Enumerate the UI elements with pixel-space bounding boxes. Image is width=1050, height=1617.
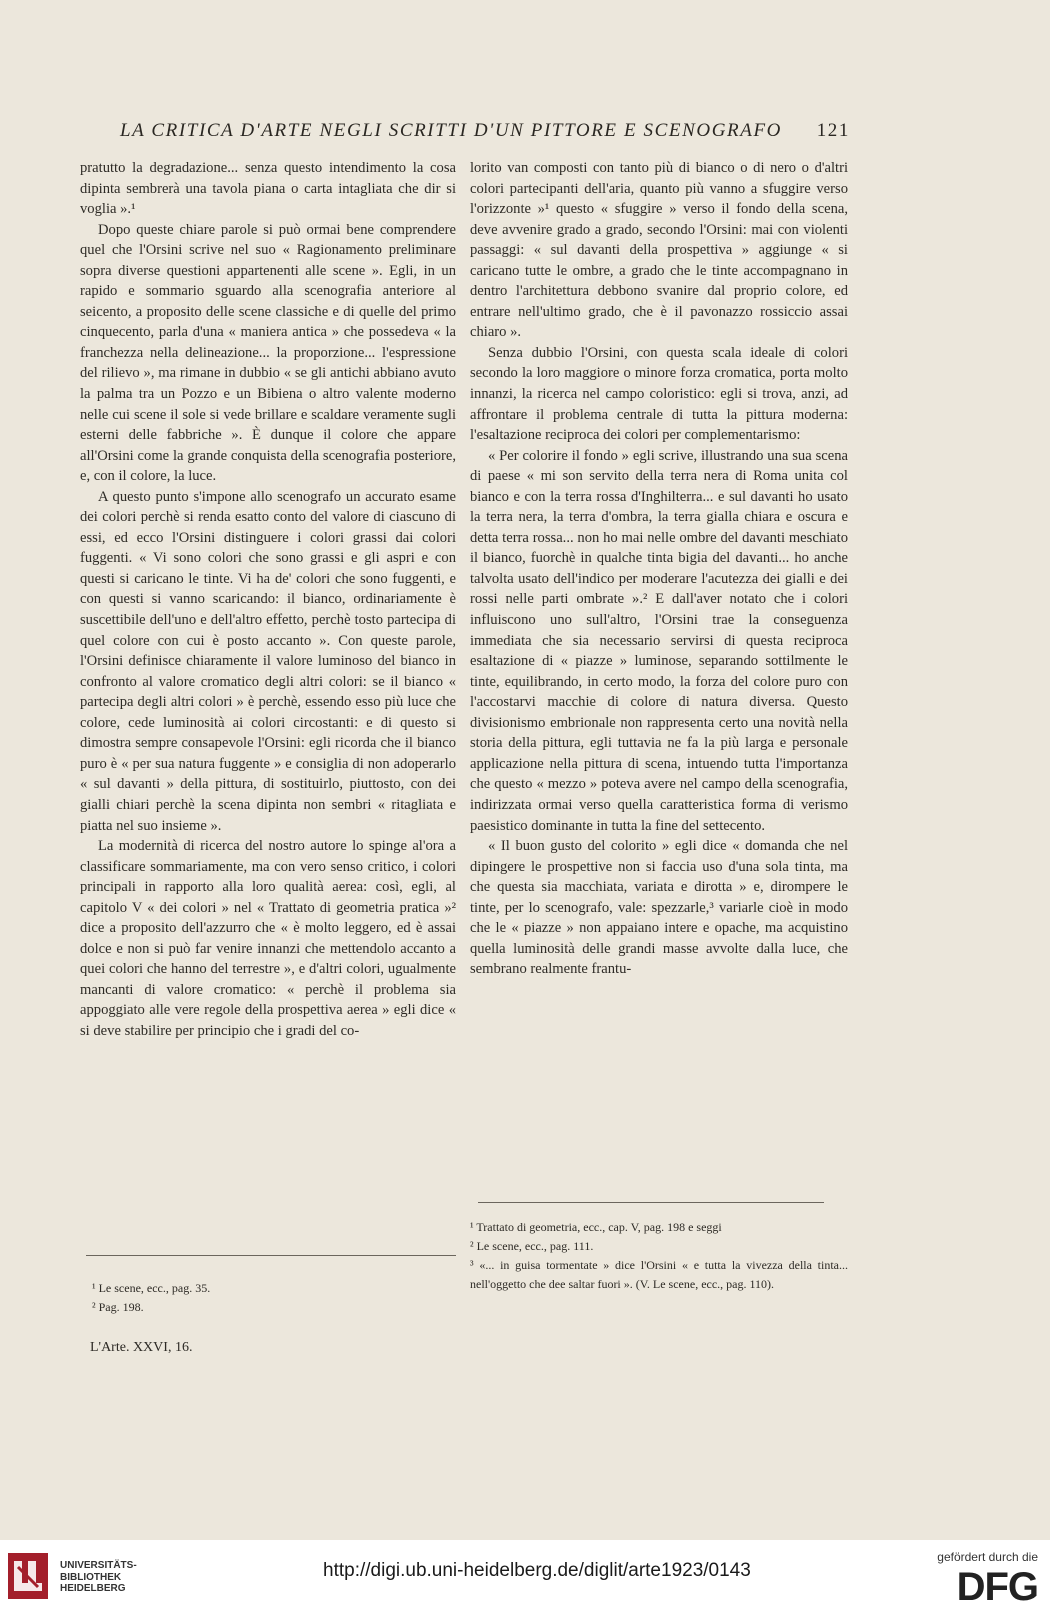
signature-mark: L'Arte. XXVI, 16. [90, 1340, 193, 1355]
footnote: ² Pag. 198. [92, 1300, 144, 1314]
footnote: ¹ Trattato di geometria, ecc., cap. V, pag. 198 e seggi [470, 1220, 722, 1234]
page-number: 121 [816, 120, 850, 141]
left-column [80, 158, 456, 1042]
footer-bar [0, 1540, 1050, 1617]
paragraph: pratutto la degradazione... senza questo intendimento la cosa dipinta sembrerà una tavola piana o carta intagliata che dir si voglia ».¹ [80, 160, 456, 218]
university-logo-icon [8, 1553, 48, 1599]
library-name: UNIVERSITÄTS- BIBLIOTHEK HEIDELBERG [60, 1560, 137, 1594]
paragraph: Dopo queste chiare parole si può ormai bene comprendere quel che l'Orsini scrive nel suo « Ragionamento preliminare sopra diverse questioni appartenenti alle scene ». Egli, in un rapido e sommario sguardo alla scenografia anteriore al seicento, a proposito delle scene classiche e di quelle del primo cinquecento, parla d'una « maniera antica » che possedeva « la franchezza nella delineazione... la proporzione... l'espressione del rilievo », ma rimane in dubbio « se gli antichi abbiano avuto la palma tra un Pozzo e un Bibiena o altro valente moderno nelle cui scene il sole si vede brillare e scaldare veramente sugli esterni delle fabbriche ». È dunque il colore che appare all'Orsini come la grande conquista della scenografia posteriore, e, con il colore, la luce. [80, 221, 456, 485]
dfg-logo: DFG [956, 1565, 1038, 1609]
footnote: ² Le scene, ecc., pag. 111. [470, 1239, 594, 1253]
paragraph: Senza dubbio l'Orsini, con questa scala ideale di colori secondo la loro maggiore o minore forza cromatica, porta molto innanzi, la ricerca nel campo coloristico: egli si trova, anzi, ad affrontare il problema centrale di tutta la pittura moderna: l'esaltazione reciproca dei colori per complementarismo: [470, 344, 848, 444]
footnote: ³ «... in guisa tormentate » dice l'Orsini « e tutta la vivezza della tinta... nell'oggetto che dee saltar fuori ». (V. Le scene, ecc., pag. 110). [470, 1258, 848, 1291]
paragraph: La modernità di ricerca del nostro autore lo spinge al'ora a classificare sommariamente, ma con vero senso critico, i colori principali in rapporto alla loro qualità aerea: così, egli, al capitolo V « dei colori » nel « Trattato di geometria pratica »² dice a proposito dell'azzurro che « è molto leggero, ed è assai dolce e non si può far venire innanzi che mettendolo accanto a quei colori che hanno del terrestre », e d'altri colori, ugualmente mancanti di valore cromatico: « perchè il problema sia appoggiato alle vere regole della prospettiva aerea » egli dice « si deve stabilire per principio che i gradi del co- [80, 838, 456, 1039]
funded-by-label: gefördert durch die [937, 1550, 1038, 1564]
paragraph: « Il buon gusto del colorito » egli dice « domanda che nel dipingere le prospettive non si faccia uso d'una sola tinta, ma che questa sia macchiata, variata e dirotta » e, dirompere le tinte, per lo scenografo, vale: spezzarle,³ variarle cioè in modo che le « piazze » non appaiano intere e opache, ma acquistino quella luminosità delle grandi masse avvolte dalla luce, che sembrano realmente frantu- [470, 838, 848, 978]
footnote: ¹ Le scene, ecc., pag. 35. [92, 1281, 211, 1295]
paragraph: « Per colorire il fondo » egli scrive, illustrando una sua scena di paese « mi son servito della terra nera di Roma unita col bianco e con la terra rossa d'Inghilterra... e sul davanti ho usato la terra nera, la terra d'ombra, la terra gialla chiara e oscura e detta terra rossa... non ho mai nelle ombre del davanti meschiato il bianco, fuorchè in qualche tinta bigia del davanti... ho anche talvolta usato dell'indico per moderare l'acutezza dei gialli e dei rossi nelle parti ombrate ».² E dall'aver notato che i colori influiscono uno sull'altro, l'Orsini trae la conseguenza immediata che sia necessario servirsi di questa reciproca esaltazione di « piazze » luminose, separando sottilmente le tinte, equilibrando, in certo modo, la forza del colore puro con l'accostarvi macchie di colore di natura diversa. Questo divisionismo embrionale non rappresenta certo una novità nella storia della pittura, egli tuttavia ne fa la più larga e personale applicazione nella pittura di scena, intuendo tutta l'importanza che questo « mezzo » poteva avere nel campo della scenografia, indirizzata ormai verso quella caratteristica forma di verismo paesistico dominante in tutta la fine del settecento. [470, 447, 848, 834]
running-header [120, 120, 850, 148]
footnotes-left [92, 1279, 432, 1317]
running-title: LA CRITICA D'ARTE NEGLI SCRITTI D'UN PITTORE E SCENOGRAFO [120, 120, 782, 141]
footnote-rule-left [86, 1255, 456, 1256]
right-column [470, 158, 848, 980]
footnote-rule-right [478, 1202, 824, 1203]
footnotes-right [470, 1218, 848, 1294]
paragraph: A questo punto s'impone allo scenografo un accurato esame dei colori perchè si renda esatto conto del valore di ciascuno di essi, ed ecco l'Orsini distinguere i colori grassi dai colori fuggenti. « Vi sono colori che sono grassi e gli aspri e con questi si caricano le tinte. Vi ha de' colori che sono fuggenti, e con questi si vanno scaricando: il bianco, ordinariamente è suscettibile dell'uno e dell'altro effetto, perchè tosto partecipa di quel colore con cui è posto accanto ». Con queste parole, l'Orsini definisce chiaramente il valore luminoso del bianco in confronto al valore cromatico degli altri colori: se il bianco « partecipa degli altri colori » è perchè, essendo esso più luce che colore, cede luminosità ai colori circostanti: e di questo si dimostra sempre consapevole l'Orsini: egli ricorda che il bianco puro è « per sua natura fuggente » e consiglia di non adoperarlo « sul davanti » della pittura, di sostituirlo, piuttosto, con dei gialli chiari perchè la scena dipinta non sembri « ritagliata e piatta nel suo insieme ». [80, 488, 456, 834]
source-url-link[interactable]: http://digi.ub.uni-heidelberg.de/diglit/arte1923/0143 [323, 1560, 751, 1581]
paragraph: lorito van composti con tanto più di bianco o di nero o d'altri colori partecipanti dell'aria, quanto più vanno a sfuggire verso l'orizzonte »¹ questo « sfuggire » verso il fondo della scena, deve avvenire grado a grado, secondo l'Orsini: mai con violenti passaggi: « sul davanti della prospettiva » aggiunge « si caricano tutte le ombre, a grado che le tinte accompagnano in dentro l'architettura debbono svanire dal proprio colore, ed entrare nell'ultimo grado, che è il pavonazzo rossiccio assai chiaro ». [470, 160, 848, 341]
